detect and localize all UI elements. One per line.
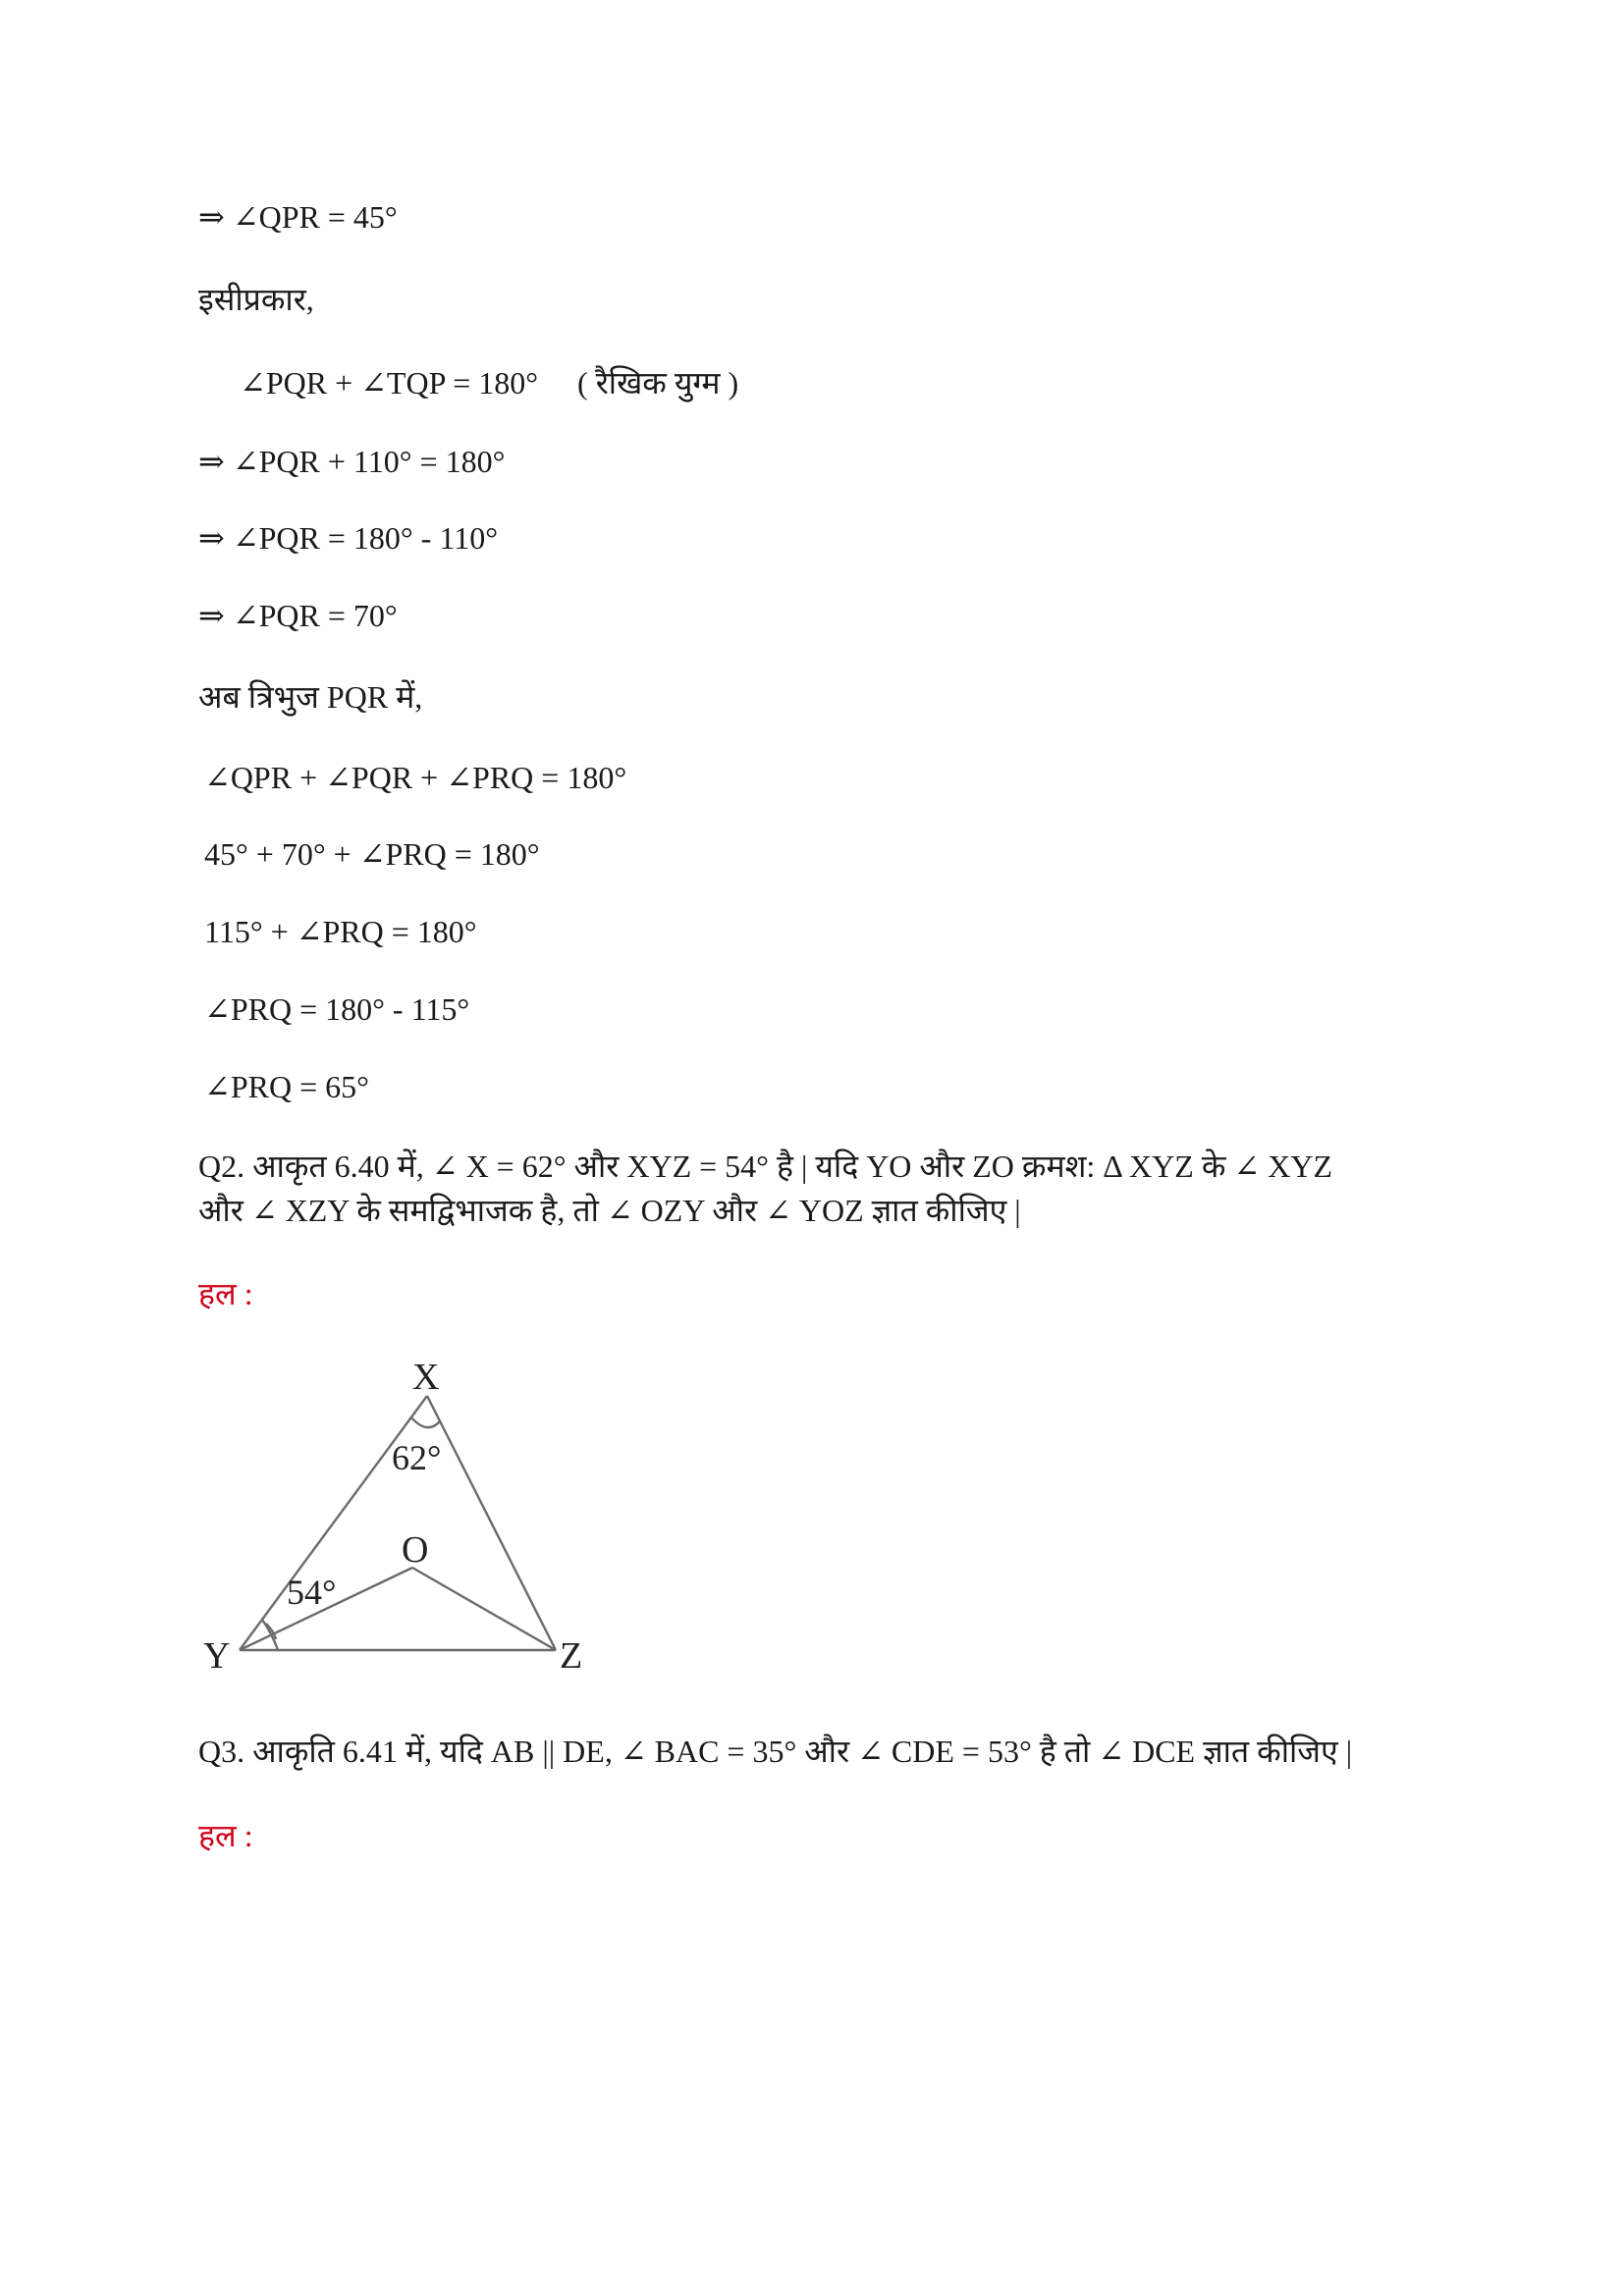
vertex-label-o: O	[402, 1529, 429, 1571]
solution-step-6: ⇒ ∠PQR = 70°	[198, 598, 398, 633]
triangle-figure	[191, 1355, 604, 1679]
vertex-label-x: X	[412, 1357, 440, 1398]
solution-step-10: 115° + ∠PRQ = 180°	[204, 914, 477, 949]
solution-step-12: ∠PRQ = 65°	[204, 1069, 369, 1104]
question-2-solution-label: हल :	[198, 1276, 253, 1311]
question-2-line-1: Q2. आकृत 6.40 में, ∠ X = 62° और XYZ = 54° है | यदि YO और ZO क्रमश: Δ XYZ के ∠ XYZ	[198, 1148, 1332, 1184]
solution-step-1: ⇒ ∠QPR = 45°	[198, 199, 398, 235]
question-3-line-1: Q3. आकृति 6.41 में, यदि AB || DE, ∠ BAC = 35° और ∠ CDE = 53° है तो ∠ DCE ज्ञात कीजिए |	[198, 1734, 1353, 1769]
solution-step-9: 45° + 70° + ∠PRQ = 180°	[204, 836, 540, 872]
solution-step-11: ∠PRQ = 180° - 115°	[204, 991, 470, 1027]
solution-step-5: ⇒ ∠PQR = 180° - 110°	[198, 520, 498, 556]
side-xy	[240, 1396, 427, 1650]
angle-label-x: 62°	[392, 1438, 442, 1477]
vertex-label-y: Y	[203, 1635, 231, 1677]
angle-label-y: 54°	[287, 1573, 337, 1612]
solution-step-4: ⇒ ∠PQR + 110° = 180°	[198, 444, 506, 479]
angle-arc-x	[411, 1417, 440, 1427]
vertex-label-z: Z	[560, 1635, 583, 1677]
question-3-solution-label: हल :	[198, 1818, 253, 1853]
solution-step-2: इसीप्रकार,	[198, 282, 314, 317]
solution-step-8: ∠QPR + ∠PQR + ∠PRQ = 180°	[204, 760, 627, 795]
solution-step-3: ∠PQR + ∠TQP = 180° ( रैखिक युग्म )	[240, 365, 739, 400]
question-2-line-2: और ∠ XZY के समद्विभाजक है, तो ∠ OZY और ∠ YOZ ज्ञात कीजिए |	[198, 1193, 1021, 1228]
solution-step-7: अब त्रिभुज PQR में,	[198, 679, 423, 715]
